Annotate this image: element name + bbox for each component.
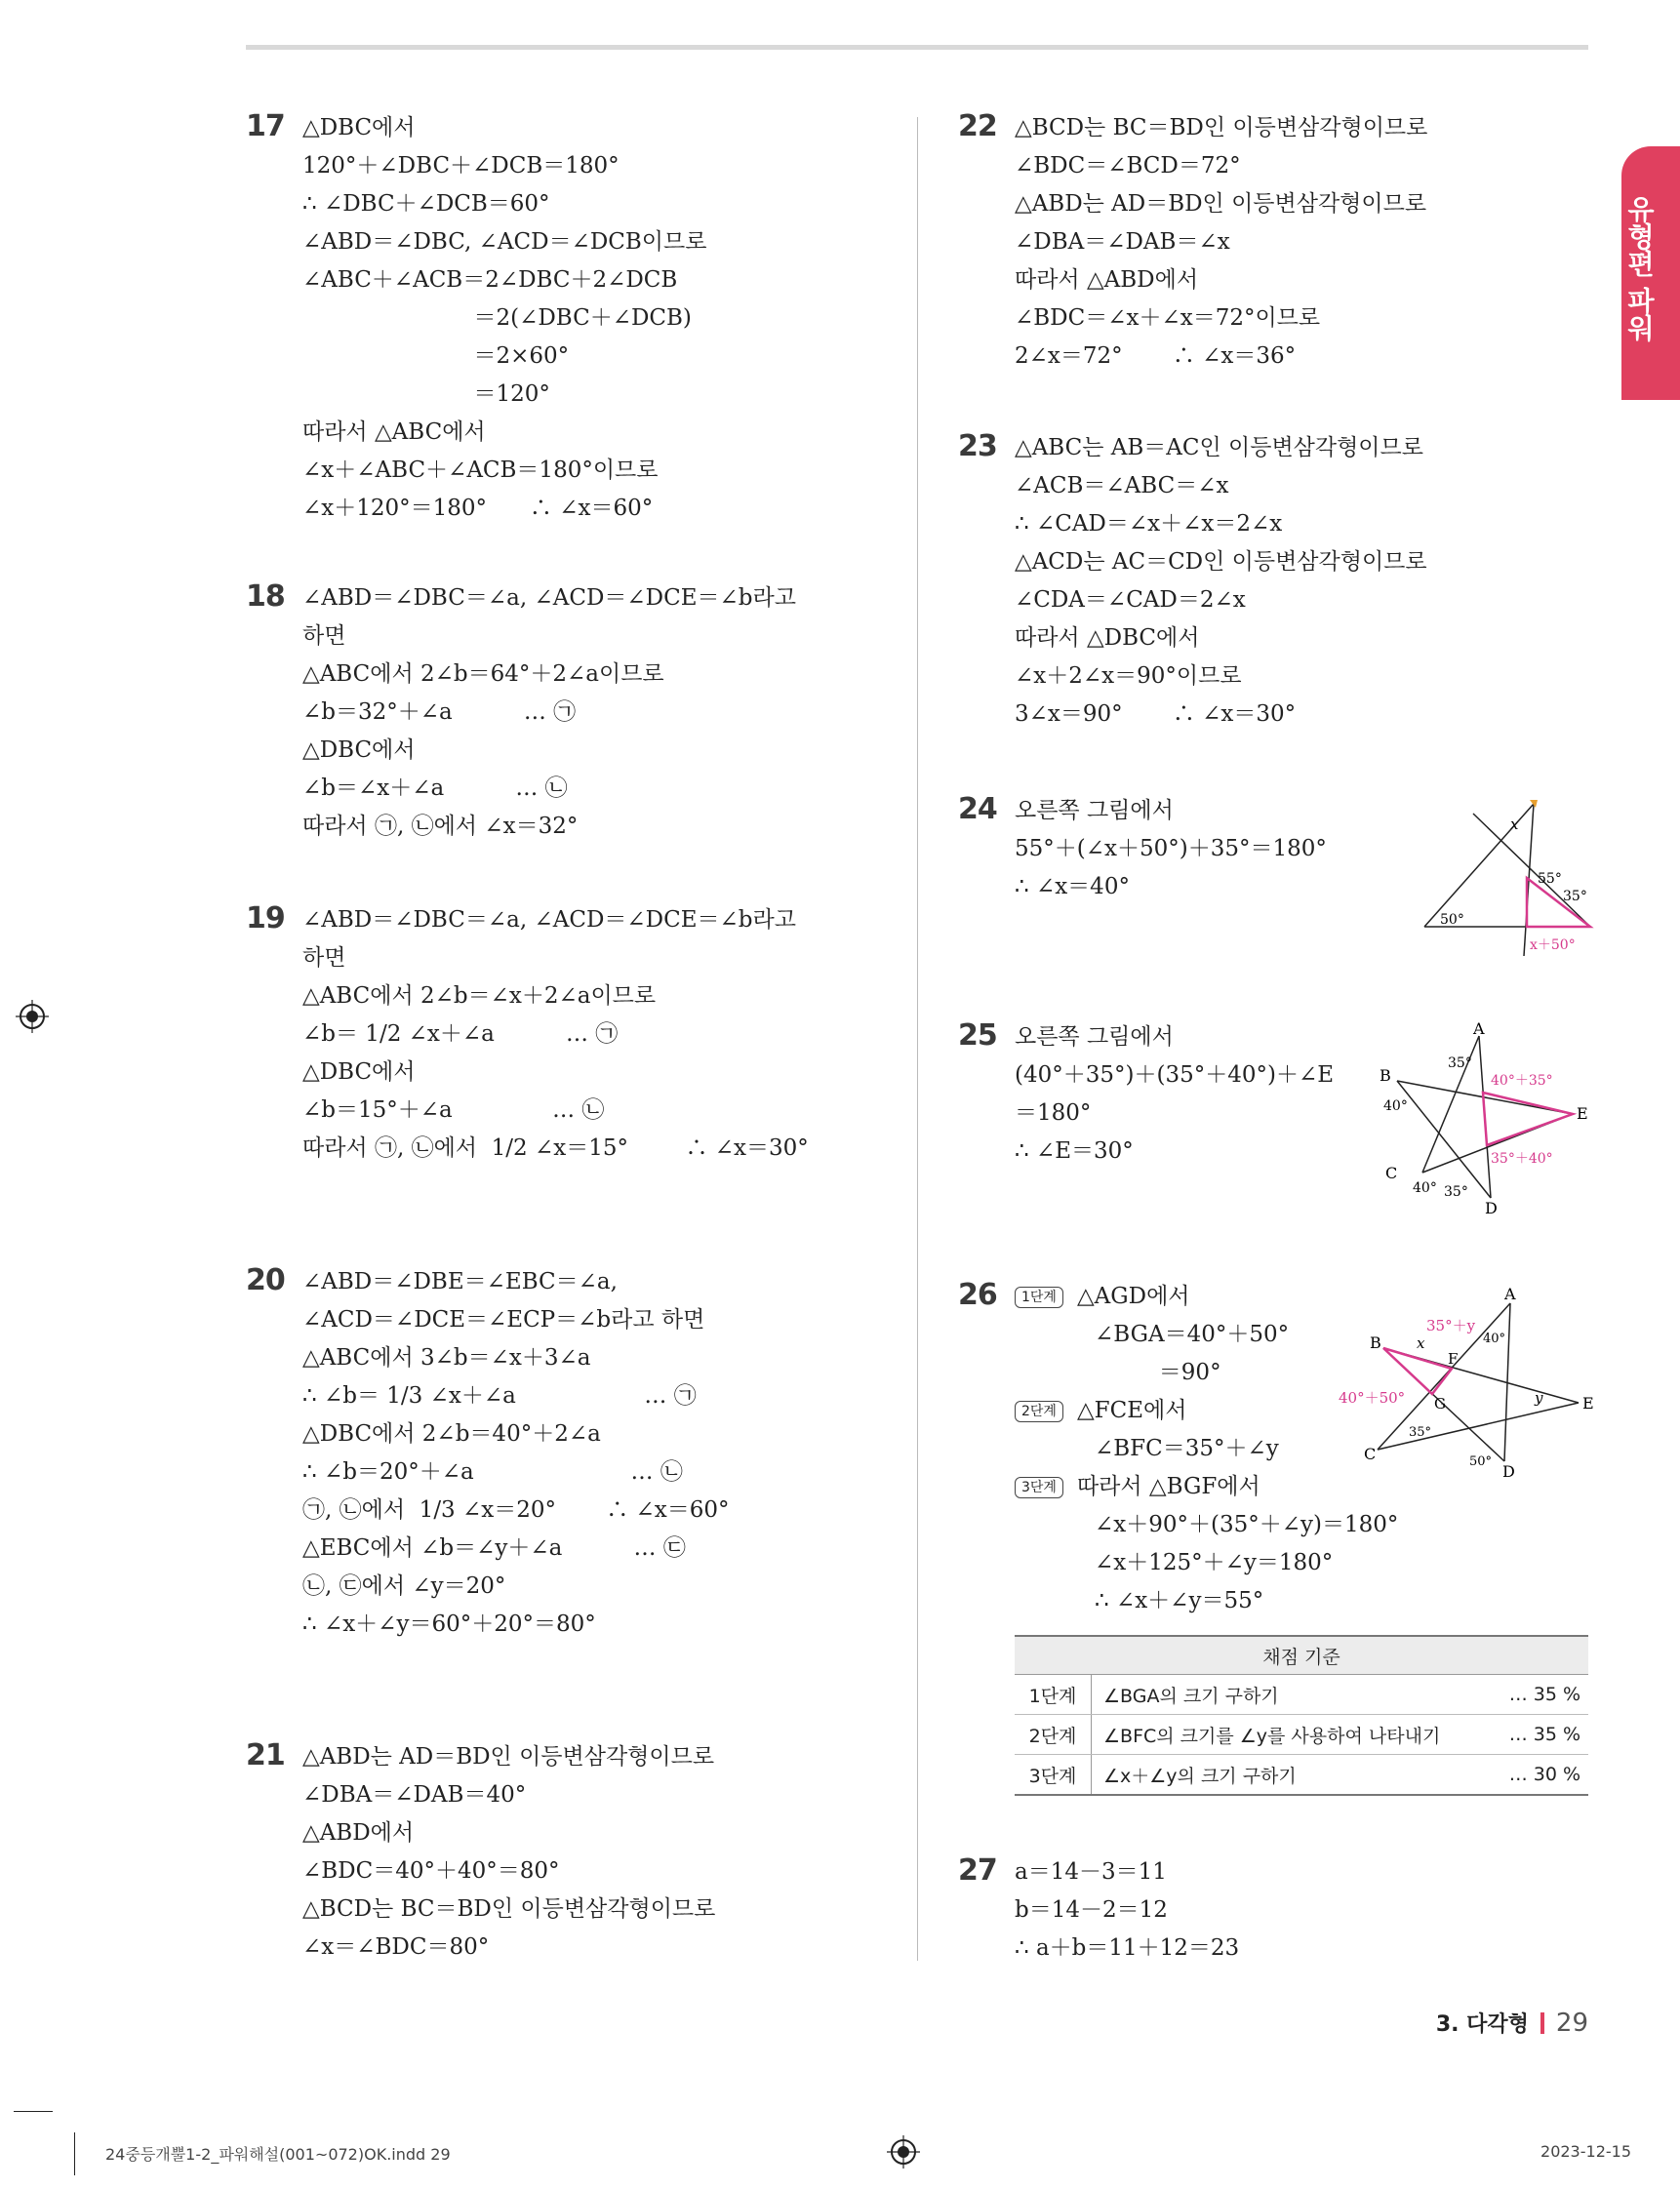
fig26-g-label: 40°＋50° xyxy=(1339,1389,1406,1407)
solution-line: 1단계 △AGD에서 xyxy=(1015,1278,1398,1316)
solution-lines xyxy=(1015,1018,1334,1171)
top-rule xyxy=(246,45,1588,50)
solution-lines xyxy=(302,1738,715,1967)
solution-line: ∠BDC＝40°＋40°＝80° xyxy=(302,1858,560,1884)
fig26-B: B xyxy=(1370,1333,1381,1352)
solution-line: (40°＋35°)＋(35°＋40°)＋∠E xyxy=(1015,1062,1335,1088)
solution-line: ∴ ∠x＋∠y＝55° xyxy=(1095,1588,1264,1613)
page-number: 29 xyxy=(1555,2009,1588,2038)
crop-mark xyxy=(14,2111,53,2112)
solution-line: ∠ABC＋∠ACB＝2∠DBC＋2∠DCB xyxy=(302,267,678,293)
solution-line: 따라서 △ABD에서 xyxy=(1015,267,1199,293)
solution-line: 2∠x＝72° ∴ ∠x＝36° xyxy=(1015,343,1297,369)
slug-date: 2023-12-15 xyxy=(1540,2142,1631,2161)
points-cell: … 35 % xyxy=(1492,1715,1588,1755)
solution-line: ＝120° xyxy=(302,381,550,407)
fig24-x-label: x xyxy=(1510,816,1519,833)
solution-line: ∠DBA＝∠DAB＝∠x xyxy=(1015,229,1230,255)
solution-line: ∴ ∠CAD＝∠x＋∠x＝2∠x xyxy=(1015,511,1283,537)
solution-lines xyxy=(302,1263,730,1644)
solution-line: 55°＋(∠x＋50°)＋35°＝180° xyxy=(1015,836,1327,861)
figure-26 xyxy=(1337,1278,1600,1479)
solution-line: 3단계 따라서 △BGF에서 xyxy=(1015,1468,1398,1506)
solution-line: 120°＋∠DBC＋∠DCB＝180° xyxy=(302,153,620,179)
problem-number: 20 xyxy=(246,1263,285,1297)
fig25-E: E xyxy=(1577,1104,1588,1123)
solution-line: △ABC에서 2∠b＝64°＋2∠a이므로 xyxy=(302,661,664,687)
solution-line: ∠ACB＝∠ABC＝∠x xyxy=(1015,473,1229,498)
problem-number: 25 xyxy=(958,1018,997,1053)
fig26-40: 40° xyxy=(1483,1332,1506,1346)
fig26-y: y xyxy=(1535,1389,1543,1407)
fig24-xp50-label: x＋50° xyxy=(1530,937,1576,953)
step-badge: 2단계 xyxy=(1015,1401,1063,1422)
solution-line: ∴ ∠DBC＋∠DCB＝60° xyxy=(302,191,550,217)
problem-number: 27 xyxy=(958,1853,997,1888)
footer-divider xyxy=(1540,2012,1544,2034)
solution-line: △DBC에서 xyxy=(302,737,416,763)
crop-mark xyxy=(74,2132,75,2175)
solution-line: ∠ABD＝∠DBC, ∠ACD＝∠DCB이므로 xyxy=(302,229,707,255)
fig25-B: B xyxy=(1380,1066,1391,1085)
solution-line: 오른쪽 그림에서 xyxy=(1015,1024,1174,1050)
fig26-C: C xyxy=(1364,1445,1377,1463)
fig26-F: F xyxy=(1448,1350,1459,1368)
solution-line: ∴ ∠x＝40° xyxy=(1015,874,1130,899)
solution-lines xyxy=(1015,1853,1239,1968)
fig25-40-bottom: 40° xyxy=(1413,1180,1437,1196)
solution-lines xyxy=(302,901,809,1168)
problem-number: 19 xyxy=(246,901,285,935)
solution-line: 오른쪽 그림에서 xyxy=(1015,798,1174,823)
solution-line: △ABD에서 xyxy=(302,1820,415,1846)
fig24-35-label: 35° xyxy=(1563,889,1587,904)
points-cell: … 30 % xyxy=(1492,1755,1588,1796)
table-row xyxy=(1015,1715,1588,1755)
solution-line: △DBC에서 xyxy=(302,1059,416,1085)
solution-line: ∠BDC＝∠x＋∠x＝72°이므로 xyxy=(1015,305,1321,331)
solution-line: 따라서 ㉠, ㉡에서 1/2 ∠x＝15° ∴ ∠x＝30° xyxy=(302,1135,809,1161)
solution-line: 하면 xyxy=(302,623,346,649)
registration-mark-left xyxy=(16,1000,49,1033)
figure-24 xyxy=(1415,800,1600,956)
solution-line: ∠b＝32°＋∠a … ㉠ xyxy=(302,699,577,725)
fig25-35-top: 35° xyxy=(1448,1055,1472,1071)
table-row xyxy=(1015,1755,1588,1796)
solution-line: ∴ ∠b＝20°＋∠a … ㉡ xyxy=(302,1459,683,1485)
solution-line: 3∠x＝90° ∴ ∠x＝30° xyxy=(1015,701,1297,727)
solution-line: 따라서 △DBC에서 xyxy=(1015,625,1200,651)
footer-section xyxy=(1436,2008,1588,2038)
table-row xyxy=(1015,1675,1588,1715)
solution-line: ∠x＋2∠x＝90°이므로 xyxy=(1015,663,1242,689)
solution-line: ＝180° xyxy=(1015,1100,1092,1126)
solution-line: ∠x＋125°＋∠y＝180° xyxy=(1095,1550,1334,1575)
solution-line: △ABC에서 2∠b＝∠x＋2∠a이므로 xyxy=(302,983,657,1009)
solution-line: ∠b＝15°＋∠a … ㉡ xyxy=(302,1097,605,1123)
problem-number: 18 xyxy=(246,579,285,614)
solution-line: ∠CDA＝∠CAD＝2∠x xyxy=(1015,587,1246,613)
solution-line: ＝2×60° xyxy=(302,343,570,369)
fig26-35: 35° xyxy=(1409,1425,1432,1440)
problem-number: 26 xyxy=(958,1278,997,1312)
scoring-title: 채점 기준 xyxy=(1015,1636,1588,1675)
fig26-D: D xyxy=(1502,1462,1515,1481)
fig26-G: G xyxy=(1434,1395,1446,1413)
solution-line: ∠BGA＝40°＋50° xyxy=(1095,1322,1290,1347)
solution-lines xyxy=(1015,792,1327,906)
solution-line: ∠BDC＝∠BCD＝72° xyxy=(1015,153,1241,179)
step-cell: 1단계 xyxy=(1015,1675,1092,1715)
problem-number: 22 xyxy=(958,109,997,143)
solution-line: b＝14－2＝12 xyxy=(1015,1897,1168,1923)
problem-number: 23 xyxy=(958,429,997,463)
solution-line: ∠ABD＝∠DBC＝∠a, ∠ACD＝∠DCE＝∠b라고 xyxy=(302,585,796,611)
solution-line: △ABD는 AD＝BD인 이등변삼각형이므로 xyxy=(1015,191,1427,217)
fig26-x: x xyxy=(1417,1334,1425,1352)
column-divider xyxy=(917,117,918,1961)
slug-filename: 24중등개뿔1-2_파워해설(001~072)OK.indd 29 xyxy=(105,2145,451,2164)
fig25-35-bottom: 35° xyxy=(1444,1184,1468,1200)
registration-mark-bottom xyxy=(887,2135,920,2169)
solution-line: ∠x＝∠BDC＝80° xyxy=(302,1934,490,1960)
solution-line: △ABD는 AD＝BD인 이등변삼각형이므로 xyxy=(302,1744,715,1770)
solution-line: ∴ a＋b＝11＋12＝23 xyxy=(1015,1935,1240,1961)
solution-line: 따라서 △ABC에서 xyxy=(302,419,486,445)
solution-line: a＝14－3＝11 xyxy=(1015,1859,1167,1885)
solution-line: △BCD는 BC＝BD인 이등변삼각형이므로 xyxy=(1015,115,1428,140)
solution-line: ∠DBA＝∠DAB＝40° xyxy=(302,1782,527,1808)
solution-line: ㉡, ㉢에서 ∠y＝20° xyxy=(302,1573,506,1599)
fig26-E: E xyxy=(1582,1394,1594,1413)
solution-line: △ABC에서 3∠b＝∠x＋3∠a xyxy=(302,1345,591,1371)
solution-line: ∠b＝∠x＋∠a … ㉡ xyxy=(302,776,568,801)
solution-line: ＝90° xyxy=(1095,1360,1221,1385)
criterion-cell: ∠x＋∠y의 크기 구하기 xyxy=(1092,1755,1493,1796)
solution-line: △BCD는 BC＝BD인 이등변삼각형이므로 xyxy=(302,1896,716,1922)
step-cell: 3단계 xyxy=(1015,1755,1092,1796)
solution-line: ㉠, ㉡에서 1/3 ∠x＝20° ∴ ∠x＝60° xyxy=(302,1497,730,1523)
fig25-D: D xyxy=(1485,1199,1498,1217)
points-cell: … 35 % xyxy=(1492,1675,1588,1715)
criterion-cell: ∠BFC의 크기를 ∠y를 사용하여 나타내기 xyxy=(1092,1715,1493,1755)
solution-line: △DBC에서 2∠b＝40°＋2∠a xyxy=(302,1421,601,1447)
footer-section-title: 3. 다각형 xyxy=(1435,2012,1529,2037)
solution-line: ∠BFC＝35°＋∠y xyxy=(1095,1436,1279,1461)
solution-line: △DBC에서 xyxy=(302,115,416,140)
problem-number: 17 xyxy=(246,109,285,143)
fig26-50: 50° xyxy=(1469,1454,1493,1469)
fig25-A: A xyxy=(1473,1019,1485,1038)
solution-line: △EBC에서 ∠b＝∠y＋∠a … ㉢ xyxy=(302,1535,686,1561)
fig26-A: A xyxy=(1504,1285,1516,1303)
solution-lines xyxy=(302,109,706,528)
solution-line: ∠x＋90°＋(35°＋∠y)＝180° xyxy=(1095,1512,1399,1537)
solution-line: ∴ ∠E＝30° xyxy=(1015,1138,1134,1164)
fig25-C: C xyxy=(1385,1164,1398,1182)
solution-lines xyxy=(1015,429,1427,734)
criterion-cell: ∠BGA의 크기 구하기 xyxy=(1092,1675,1493,1715)
figure-25 xyxy=(1376,1020,1600,1215)
solution-line: ∠x＋∠ABC＋∠ACB＝180°이므로 xyxy=(302,458,659,483)
scoring-table xyxy=(1015,1635,1588,1796)
solution-line: 2단계 △FCE에서 xyxy=(1015,1392,1398,1430)
solution-line: ∠ACD＝∠DCE＝∠ECP＝∠b라고 하면 xyxy=(302,1307,705,1333)
solution-line: ∠ABD＝∠DBC＝∠a, ∠ACD＝∠DCE＝∠b라고 xyxy=(302,907,796,933)
side-tab-label: 유형편 파워 xyxy=(1623,195,1656,341)
fig24-55-label: 55° xyxy=(1538,871,1562,887)
problem-number: 24 xyxy=(958,792,997,826)
solution-line: ∠x＋120°＝180° ∴ ∠x＝60° xyxy=(302,496,654,521)
fig24-50-label: 50° xyxy=(1440,912,1464,928)
fig25-bottom-sum: 35°＋40° xyxy=(1491,1151,1553,1167)
solution-line: 하면 xyxy=(302,945,346,971)
solution-line: ∠b＝ 1/2 ∠x＋∠a … ㉠ xyxy=(302,1021,619,1047)
solution-line: ∴ ∠b＝ 1/3 ∠x＋∠a … ㉠ xyxy=(302,1383,697,1409)
solution-line: ∠ABD＝∠DBE＝∠EBC＝∠a, xyxy=(302,1269,618,1294)
solution-lines xyxy=(1015,109,1427,376)
fig26-f-label: 35°＋y xyxy=(1426,1317,1476,1334)
solution-lines xyxy=(302,579,796,846)
fig25-top-sum: 40°＋35° xyxy=(1491,1073,1553,1089)
step-badge: 1단계 xyxy=(1015,1287,1063,1308)
solution-line: △ABC는 AB＝AC인 이등변삼각형이므로 xyxy=(1015,435,1423,460)
solution-line: △ACD는 AC＝CD인 이등변삼각형이므로 xyxy=(1015,549,1427,575)
fig25-40-left: 40° xyxy=(1383,1098,1408,1114)
step-cell: 2단계 xyxy=(1015,1715,1092,1755)
problem-number: 21 xyxy=(246,1738,285,1772)
solution-line: ＝2(∠DBC＋∠DCB) xyxy=(302,305,692,331)
solution-line: ∴ ∠x＋∠y＝60°＋20°＝80° xyxy=(302,1612,596,1637)
solution-line: 따라서 ㉠, ㉡에서 ∠x＝32° xyxy=(302,814,579,839)
step-badge: 3단계 xyxy=(1015,1477,1063,1498)
